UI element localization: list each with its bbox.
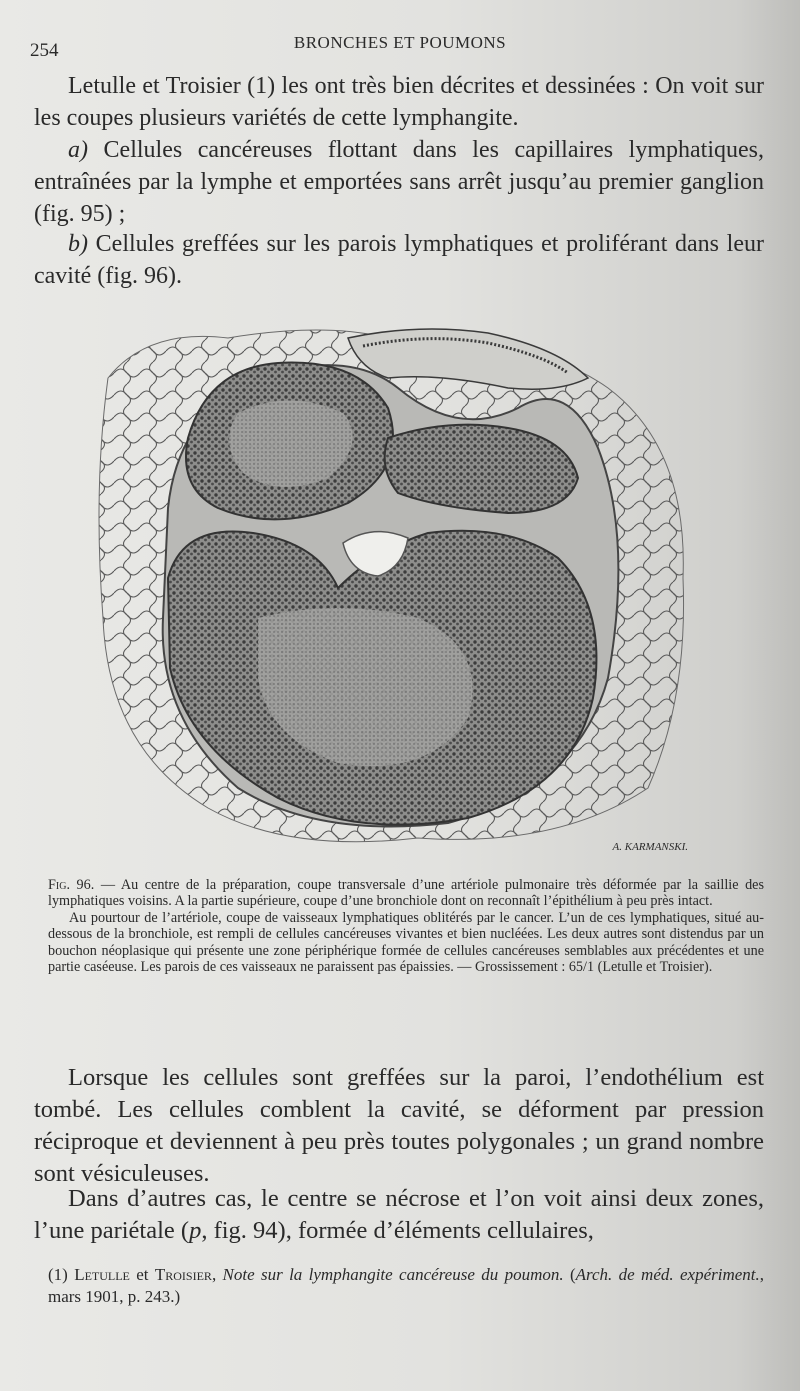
item-b-text: Cellules greffées sur les parois lymphatiques et proliférant dans leur cavité (fig. 96). xyxy=(34,231,764,289)
page-number: 254 xyxy=(30,40,59,61)
caption-line-2: Au pourtour de l’artériole, coupe de vaisseaux lymphatiques oblitérés par le cancer. L’un de ces lymphatiques, situé au-dessous de la bronchiole, est rempli de cellules cancéreuses vivantes et bien nucléées. Les deux autres sont distendus par un bouchon néoplasique qui présente une zone périphérique formée de cellules cancéreuses semblables aux précédentes et une partie caséeuse. Les parois de ces vaisseaux ne paraissent pas épaissies. — Grossissement : 65/1 (Letulle et Troisier). xyxy=(48,909,764,976)
running-head: BRONCHES ET POUMONS xyxy=(293,33,507,52)
item-b-marker: b) xyxy=(68,231,88,257)
autres-p: p xyxy=(189,1217,202,1244)
histology-illustration xyxy=(88,318,700,858)
autres-text-end: , fig. 94), formée d’éléments cellulaires, xyxy=(201,1217,594,1244)
lorsque-text: Lorsque les cellules sont greffées sur la paroi, l’endothélium est tombé. Les cellules comblent la cavité, se déforment par pression réciproque et deviennent à peu près toutes polygonales ; un grand nombre sont vésiculeuses. xyxy=(34,1064,764,1187)
histology-figure xyxy=(88,318,700,858)
footnote-author-2: Troisier xyxy=(154,1265,212,1284)
footnote-open: ( xyxy=(563,1265,576,1284)
autres-text-start: Dans d’autres cas, le centre se nécrose et l’on voit ainsi deux zones, l’une pariétale ( xyxy=(34,1185,764,1244)
footnote-comma: , xyxy=(211,1265,223,1284)
paragraph-item-a xyxy=(34,134,764,230)
caption-label: Fig. 96. xyxy=(48,877,95,893)
item-a-marker: a) xyxy=(68,137,88,163)
footnote-journal: Arch. de méd. expériment. xyxy=(575,1265,760,1284)
artist-signature: A. KARMANSKI. xyxy=(612,841,688,853)
intro-text: Letulle et Troisier (1) les ont très bien décrites et dessinées : On voit sur les coupes plusieurs variétés de cette lymphangite. xyxy=(34,73,764,131)
footnote-rest: , mars 1901, p. 243.) xyxy=(48,1265,764,1306)
figure-caption xyxy=(48,877,764,975)
item-a-text: Cellules cancéreuses flottant dans les capillaires lymphatiques, entraînées par la lymphe et emportées sans arrêt jusqu’au premier ganglion (fig. 95) ; xyxy=(34,137,764,227)
caption-line-1: — Au centre de la préparation, coupe transversale d’une artériole pulmonaire très déformée par la saillie des lymphatiques voisins. A la partie supérieure, coupe d’une bronchiole dont on reconnaît l’épithélium à peu près intact. xyxy=(48,877,764,910)
paragraph-intro xyxy=(34,70,764,134)
footnote-number: (1) xyxy=(48,1265,75,1284)
footnote-et: et xyxy=(129,1265,155,1284)
paragraph-item-b xyxy=(34,228,764,292)
footnote-author-1: Letulle xyxy=(74,1265,130,1284)
footnote-title: Note sur la lymphangite cancéreuse du poumon. xyxy=(222,1265,564,1284)
paragraph-lorsque xyxy=(34,1062,764,1190)
footnote xyxy=(48,1264,764,1308)
paragraph-autres xyxy=(34,1183,764,1247)
